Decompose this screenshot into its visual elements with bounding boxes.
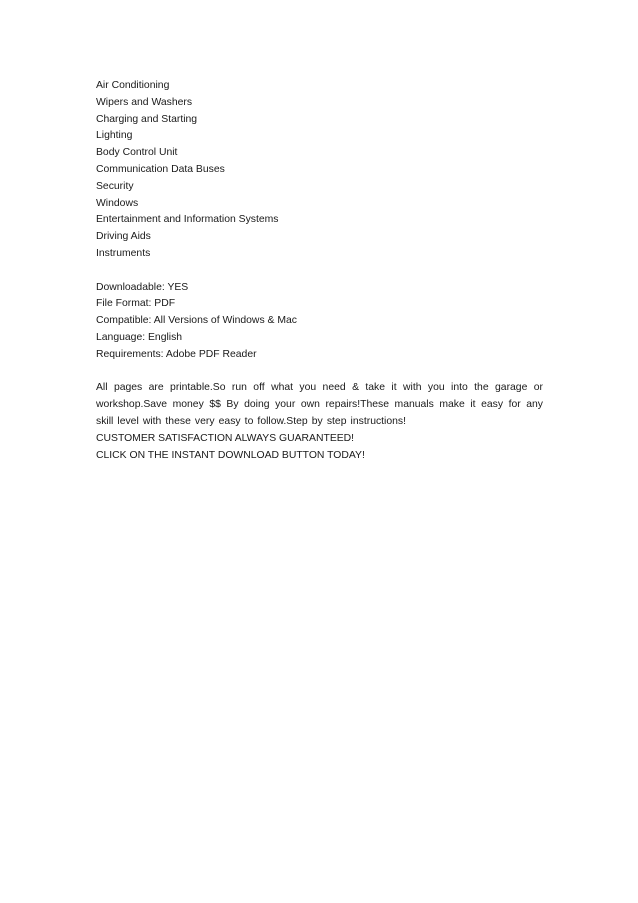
list-item: Driving Aids: [96, 231, 151, 243]
list-item: Communication Data Buses: [96, 163, 225, 175]
list-item: Wipers and Washers: [96, 96, 193, 108]
list-item: Windows: [96, 197, 139, 209]
spacer: [96, 263, 543, 280]
list-item: Security: [96, 180, 134, 192]
spec-requirements: Requirements: Adobe PDF Reader: [96, 348, 257, 360]
spec-list: [96, 280, 543, 364]
list-item: Lighting: [96, 130, 133, 142]
description-paragraph: All pages are printable.So run off what you need & take it with you into the garage or workshop.Save money $$ By doing your own repairs!These manuals make it easy for any skill level with these very easy to follow.Step by step instructions!: [96, 382, 543, 427]
feature-list: [96, 78, 543, 263]
document-body: [96, 78, 543, 464]
spec-file-format: File Format: PDF: [96, 298, 176, 310]
list-item: Charging and Starting: [96, 113, 198, 125]
guarantee-text: CUSTOMER SATISFACTION ALWAYS GUARANTEED!: [96, 432, 355, 444]
spec-language: Language: English: [96, 331, 183, 343]
list-item: Entertainment and Information Systems: [96, 214, 279, 226]
spec-downloadable: Downloadable: YES: [96, 281, 189, 293]
spec-compatible: Compatible: All Versions of Windows & Mac: [96, 315, 297, 327]
call-to-action-text: CLICK ON THE INSTANT DOWNLOAD BUTTON TODAY!: [96, 449, 365, 461]
list-item: Air Conditioning: [96, 80, 170, 91]
list-item: Instruments: [96, 247, 151, 259]
spacer: [96, 364, 543, 381]
list-item: Body Control Unit: [96, 147, 178, 159]
